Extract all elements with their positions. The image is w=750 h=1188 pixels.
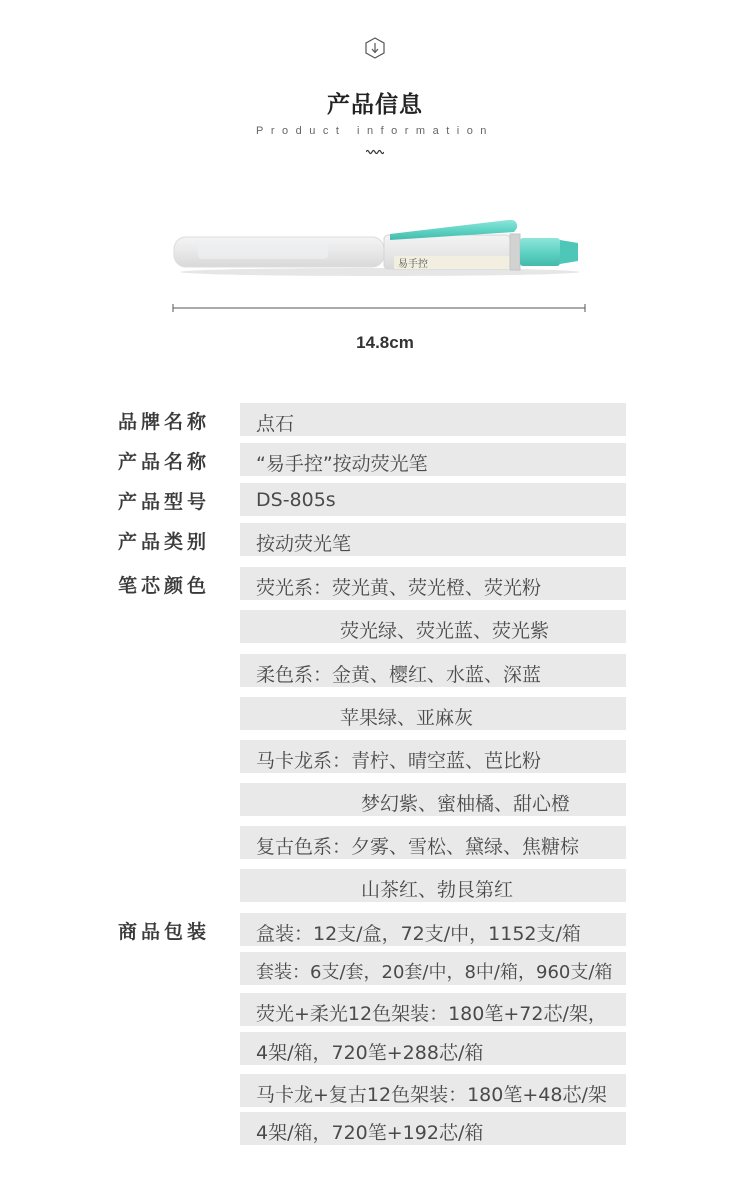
model-value: DS-805s xyxy=(256,489,336,511)
packaging-line: 荧光+柔光12色架装：180笔+72芯/架， xyxy=(256,1003,607,1025)
colors-line: 梦幻紫、蜜柚橘、甜心橙 xyxy=(361,793,571,815)
info-row-packaging xyxy=(0,913,750,946)
packaging-line: 马卡龙+复古12色架装：180笔+48芯/架 xyxy=(256,1084,607,1106)
pen-brand-label: 易手控 xyxy=(398,259,428,270)
colors-line-cell xyxy=(240,869,626,902)
colors-line: 复古色系：夕雾、雪松、黛绿、焦糖棕 xyxy=(256,836,580,858)
colors-line: 马卡龙系：青柠、晴空蓝、芭比粉 xyxy=(256,750,542,772)
info-row-colors xyxy=(0,567,750,600)
model-value-cell xyxy=(240,483,626,516)
info-row-colors-cont xyxy=(0,826,750,859)
packaging-line: 套装：6支/套，20套/中，8中/箱，960支/箱 xyxy=(256,962,613,983)
dimension-line xyxy=(172,303,586,313)
info-row-packaging-cont xyxy=(0,952,750,985)
model-label: 产品型号 xyxy=(118,491,211,513)
brand-value-cell xyxy=(240,403,626,436)
info-row-packaging-cont xyxy=(0,1112,750,1145)
packaging-line: 4架/箱，720笔+192芯/箱 xyxy=(256,1122,484,1144)
info-row-packaging-cont xyxy=(0,1032,750,1065)
colors-line-cell xyxy=(240,740,626,773)
info-row-product-name xyxy=(0,443,750,476)
info-row-colors-cont xyxy=(0,869,750,902)
colors-label: 笔芯颜色 xyxy=(118,575,211,597)
colors-line: 山茶红、勃艮第红 xyxy=(361,879,514,901)
info-row-colors-cont xyxy=(0,783,750,816)
product-name-value: “易手控”按动荧光笔 xyxy=(256,453,428,475)
dimension-label: 14.8cm xyxy=(356,333,414,352)
packaging-line-cell xyxy=(240,913,626,946)
info-row-brand xyxy=(0,403,750,436)
page-title: 产品信息 xyxy=(327,92,423,118)
brand-value: 点石 xyxy=(256,413,295,435)
colors-line-cell xyxy=(240,697,626,730)
info-row-colors-cont xyxy=(0,654,750,687)
page-subtitle: Product information xyxy=(256,125,494,137)
info-row-packaging-cont xyxy=(0,1074,750,1107)
packaging-line: 4架/箱，720笔+288芯/箱 xyxy=(256,1042,484,1064)
packaging-line: 盒装：12支/盒，72支/中，1152支/箱 xyxy=(256,923,581,945)
category-value: 按动荧光笔 xyxy=(256,533,352,555)
wave-divider-icon xyxy=(366,149,384,155)
packaging-line-cell xyxy=(240,952,626,985)
highlighter-pen-image xyxy=(168,210,592,280)
packaging-line-cell xyxy=(240,993,626,1026)
arrow-down-circle-icon xyxy=(364,37,386,59)
info-row-colors-cont xyxy=(0,697,750,730)
packaging-label: 商品包装 xyxy=(118,921,211,943)
packaging-line-cell xyxy=(240,1074,626,1107)
packaging-line-cell xyxy=(240,1112,626,1145)
packaging-line-cell xyxy=(240,1032,626,1065)
colors-line: 荧光绿、荧光蓝、荧光紫 xyxy=(340,620,550,642)
colors-line-cell xyxy=(240,783,626,816)
info-row-colors-cont xyxy=(0,740,750,773)
info-row-model xyxy=(0,483,750,516)
colors-line-cell xyxy=(240,567,626,600)
category-value-cell xyxy=(240,523,626,556)
info-row-packaging-cont xyxy=(0,993,750,1026)
brand-label: 品牌名称 xyxy=(118,411,211,433)
info-row-colors-cont xyxy=(0,610,750,643)
info-row-category xyxy=(0,523,750,556)
category-label: 产品类别 xyxy=(118,531,211,553)
colors-line-cell xyxy=(240,826,626,859)
colors-line: 苹果绿、亚麻灰 xyxy=(340,707,474,729)
colors-line-cell xyxy=(240,654,626,687)
colors-line: 荧光系：荧光黄、荧光橙、荧光粉 xyxy=(256,577,542,599)
product-name-label: 产品名称 xyxy=(118,451,211,473)
colors-line-cell xyxy=(240,610,626,643)
product-name-value-cell xyxy=(240,443,626,476)
colors-line: 柔色系：金黄、樱红、水蓝、深蓝 xyxy=(256,664,542,686)
